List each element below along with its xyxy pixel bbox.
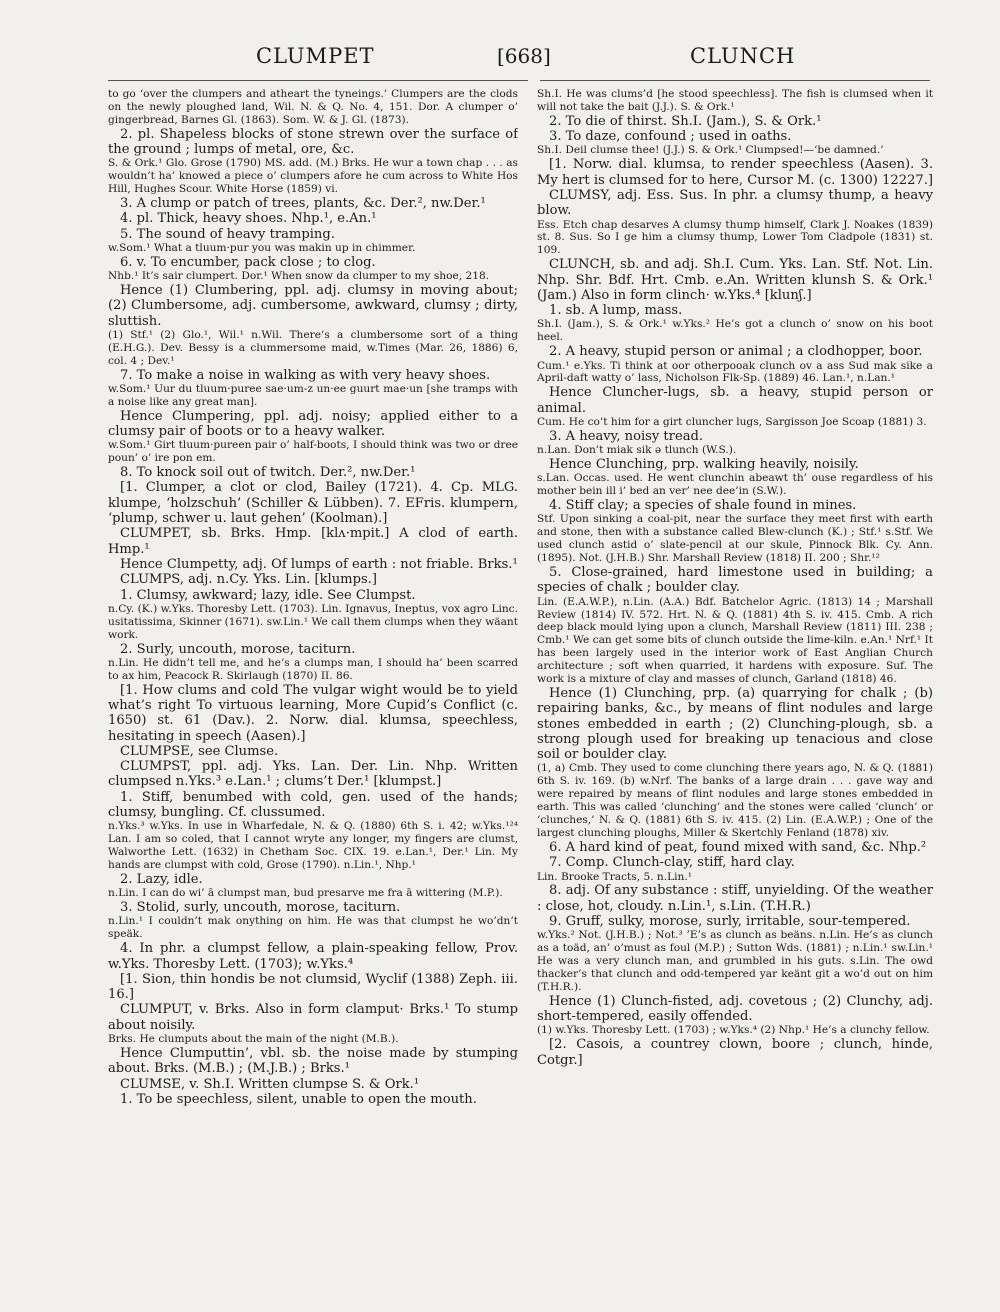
dictionary-paragraph: 3. Stolid, surly, uncouth, morose, taciturn.: [120, 900, 401, 916]
dictionary-paragraph: 8. adj. Of any substance : stiff, unyielding. Of the weather : close, hot, cloudy. n.Lin.¹, s.Lin. (T.H.R.): [537, 883, 933, 914]
dictionary-paragraph: 2. A heavy, stupid person or animal ; a clodhopper, boor.: [549, 344, 923, 360]
dictionary-paragraph: (1) Stf.¹ (2) Glo.¹, Wil.¹ n.Wil. There’s a clumbersome sort of a thing (E.H.G.). Dev. Bessy is a clummersome maid, w.Times (Mar. 26, 1886) 6, col. 4 ; Dev.¹: [108, 328, 518, 367]
header-rule-right: [540, 80, 930, 81]
dictionary-paragraph: Cum.¹ e.Yks. Ti think at oor otherpooak clunch ov a ass Sud mak sike a April-daft watty o’ lass, Nicholson Flk-Sp. (1889) 46. Lan.¹, n.Lan.¹: [537, 359, 933, 385]
dictionary-paragraph: Lin. Brooke Tracts, 5. n.Lin.¹: [537, 870, 692, 883]
dictionary-paragraph: w.Yks.² Not. (J.H.B.) ; Not.³ ’E’s as clunch as beäns. n.Lin. He’s as clunch as a toäd, an’ o’must as foul (M.P.) ; Sutton Wds. (1881) ; n.Lin.¹ sw.Lin.¹ He was a very clunch man, and grumbled in his guts. s.Lin. The owd thacker’s that clunch and odd-tempered yar keänt git a wo’d out on him (T.H.R.).: [537, 929, 933, 993]
dictionary-paragraph: Hence Clumpering, ppl. adj. noisy; applied either to a clumsy pair of boots or to a heavy walker.: [108, 408, 518, 440]
dictionary-paragraph: n.Lin.¹ I couldn’t mak onything on him. He was that clumpst he wo’dn’t speäk.: [108, 915, 518, 941]
dictionary-paragraph: 1. To be speechless, silent, unable to open the mouth.: [120, 1091, 477, 1107]
dictionary-paragraph: [2. Casois, a countrey clown, boore ; clunch, hinde, Cotgr.]: [537, 1037, 933, 1068]
dictionary-paragraph: w.Som.¹ Girt tluum·pureen pair o’ half-boots, I should think was two or dree poun’ o’ ire pon em.: [108, 439, 518, 465]
dictionary-paragraph: CLUMPS, adj. n.Cy. Yks. Lin. [klumps.]: [120, 572, 377, 588]
dictionary-paragraph: 8. To knock soil out of twitch. Der.², nw.Der.¹: [120, 465, 416, 481]
dictionary-paragraph: Brks. He clumputs about the main of the night (M.B.).: [108, 1033, 399, 1046]
dictionary-paragraph: Lin. (E.A.W.P.), n.Lin. (A.A.) Bdf. Batchelor Agric. (1813) 14 ; Marshall Review (1814) IV. 572. Hrt. N. & Q. (1881) 4th S. iv. 415. Cmb. A rich deep black mould lying upon a clunch, Marshall Review (1811) III. 238 ; Cmb.¹ We can get some bits of clunch outside the lime-kiln. e.An.¹ Nrf.¹ It has been largely used in the interior work of East Anglian Church architecture ; soft when quarried, it hardens with exposure. Suf. The work is a mixture of clay and masses of clunch, Garland (1818) 46.: [537, 595, 933, 686]
dictionary-paragraph: Ess. Etch chap desarves A clumsy thump himself, Clark J. Noakes (1839) st. 8. Sus. So I ge him a clumsy thump, Lower Tom Cladpole (1831) st. 109.: [537, 218, 933, 257]
right-column: [537, 88, 933, 1238]
dictionary-paragraph: Hence Clumpetty, adj. Of lumps of earth : not friable. Brks.¹: [120, 556, 518, 572]
dictionary-paragraph: Hence (1) Clunch-fisted, adj. covetous ; (2) Clunchy, adj. short-tempered, easily offended.: [537, 993, 933, 1025]
left-running-headword: CLUMPET: [256, 44, 375, 68]
dictionary-paragraph: 6. A hard kind of peat, found mixed with sand, &c. Nhp.²: [549, 839, 927, 855]
dictionary-paragraph: Hence Clunching, prp. walking heavily, noisily.: [549, 457, 859, 473]
dictionary-paragraph: S. & Ork.¹ Glo. Grose (1790) MS. add. (M.) Brks. He wur a town chap . . . as wouldn’t ha’ knowed a piece o’ clumpers afore he cum across to White Hos Hill, Hughes Scour. White Horse (1859) vi.: [108, 157, 518, 196]
dictionary-paragraph: n.Lin. He didn’t tell me, and he’s a clumps man, I should ha’ been scarred to ax him, Peacock R. Skirlaugh (1870) II. 86.: [108, 656, 518, 682]
dictionary-paragraph: Hence (1) Clunching, prp. (a) quarrying for chalk ; (b) repairing banks, &c., by means of flint nodules and large stones embedded in earth ; (2) Clunching-plough, sb. a strong plough used for breaking up tenacious and close soil or boulder clay.: [537, 686, 933, 763]
dictionary-paragraph: CLUNCH, sb. and adj. Sh.I. Cum. Yks. Lan. Stf. Not. Lin. Nhp. Shr. Bdf. Hrt. Cmb. e.An. Written klunsh S. & Ork.¹ (Jam.) Also in form clinch· w.Yks.⁴ [klunʃ.]: [537, 257, 933, 303]
dictionary-paragraph: 7. Comp. Clunch-clay, stiff, hard clay.: [549, 855, 795, 871]
dictionary-paragraph: CLUMPUT, v. Brks. Also in form clamput· Brks.¹ To stump about noisily.: [108, 1002, 518, 1033]
dictionary-paragraph: 5. Close-grained, hard limestone used in building; a species of chalk ; boulder clay.: [537, 565, 933, 596]
dictionary-paragraph: 1. sb. A lump, mass.: [549, 303, 683, 319]
dictionary-paragraph: n.Lan. Don’t miak sik ə tlunch (W.S.).: [537, 444, 737, 457]
dictionary-paragraph: 4. pl. Thick, heavy shoes. Nhp.¹, e.An.¹: [120, 211, 377, 227]
dictionary-paragraph: Cum. He co’t him for a girt cluncher lugs, Sargisson Joe Scoap (1881) 3.: [537, 415, 927, 428]
dictionary-paragraph: Nhb.¹ It’s sair clumpert. Dor.¹ When snow da clumper to my shoe, 218.: [108, 270, 490, 283]
dictionary-paragraph: w.Som.¹ Uur du tluum·puree sae·um-z un·ee guurt mae·un [she tramps with a noise like any great man].: [108, 382, 518, 408]
dictionary-paragraph: 7. To make a noise in walking as with very heavy shoes.: [120, 367, 491, 383]
dictionary-paragraph: s.Lan. Occas. used. He went clunchin abeawt th’ ouse regardless of his mother bein ill i’ bed an ver’ nee dee’in (S.W.).: [537, 472, 933, 498]
dictionary-paragraph: (1, a) Cmb. They used to come clunching there years ago, N. & Q. (1881) 6th S. iv. 169. (b) w.Nrf. The banks of a large drain . . . gave way and were repaired by means of flint nodules and large stones embedded in earth. This was called ‘clunching’ and the stones were called ‘clunch’ or ‘clunches,’ N. & Q. (1881) 6th S. iv. 415. (2) Lin. (E.A.W.P.) ; One of the largest clunching ploughs, Miller & Skertchly Fenland (1878) xiv.: [537, 762, 933, 840]
dictionary-paragraph: [1. Sion, thin hondis be not clumsid, Wyclif (1388) Zeph. iii. 16.]: [108, 971, 518, 1003]
dictionary-paragraph: 1. Stiff, benumbed with cold, gen. used of the hands; clumsy, bungling. Cf. clussumed.: [108, 789, 518, 821]
dictionary-paragraph: 1. Clumsy, awkward; lazy, idle. See Clumpst.: [120, 587, 416, 603]
dictionary-paragraph: 2. To die of thirst. Sh.I. (Jam.), S. & Ork.¹: [549, 113, 822, 129]
dictionary-paragraph: (1) w.Yks. Thoresby Lett. (1703) ; w.Yks.⁴ (2) Nhp.¹ He’s a clunchy fellow.: [537, 1024, 930, 1037]
dictionary-paragraph: Hence Cluncher-lugs, sb. a heavy, stupid person or animal.: [537, 385, 933, 416]
dictionary-paragraph: [1. How clums and cold The vulgar wight would be to yield what’s right To virtuous learning, More Cupid’s Conflict (c. 1650) st. 61 (Dav.). 2. Norw. dial. klumsa, speechless, hesitating in speech (Aasen).]: [108, 682, 518, 744]
dictionary-paragraph: 6. v. To encumber, pack close ; to clog.: [120, 254, 376, 270]
dictionary-paragraph: 3. A clump or patch of trees, plants, &c. Der.², nw.Der.¹: [120, 196, 486, 212]
dictionary-paragraph: Stf. Upon sinking a coal-pit, near the surface they meet first with earth and stone, then with a substance called Blew-clunch (K.) ; Stf.¹ s.Stf. We used clunch astid o’ slate-pencil at our skule, Pinnock Blk. Cy. Ann. (1895). Not. (J.H.B.) Shr. Marshall Review (1818) II. 200 ; Shr.¹²: [537, 513, 933, 565]
dictionary-paragraph: 2. Surly, uncouth, morose, taciturn.: [120, 641, 356, 657]
dictionary-paragraph: n.Yks.³ w.Yks. In use in Wharfedale, N. & Q. (1880) 6th S. i. 42; w.Yks.¹²⁴ Lan. I am so coled, that I cannot wryte any longer, my fingers are clumst, Walworthe Lett. (1632) in Chetham Soc. CIX. 19. e.Lan.¹, Der.¹ Lin. My hands are clumpst with cold, Grose (1790). n.Lin.¹, Nhp.¹: [108, 820, 518, 872]
dictionary-paragraph: n.Lin. I can do wi’ ā clumpst man, bud presarve me fra ā wittering (M.P.).: [108, 887, 503, 900]
dictionary-paragraph: CLUMPET, sb. Brks. Hmp. [klʌ·mpit.] A clod of earth. Hmp.¹: [108, 526, 518, 557]
dictionary-paragraph: 5. The sound of heavy tramping.: [120, 226, 335, 242]
dictionary-paragraph: Sh.I. Deil clumse thee! (J.J.) S. & Ork.¹ Clumpsed!—‘be damned.’: [537, 144, 884, 157]
left-column: [108, 88, 518, 1238]
dictionary-paragraph: 3. A heavy, noisy tread.: [549, 428, 704, 444]
dictionary-paragraph: CLUMPST, ppl. adj. Yks. Lan. Der. Lin. Nhp. Written clumpsed n.Yks.³ e.Lan.¹ ; clums’t Der.¹ [klumpst.]: [108, 759, 518, 790]
dictionary-paragraph: 2. Lazy, idle.: [120, 871, 203, 887]
dictionary-paragraph: n.Cy. (K.) w.Yks. Thoresby Lett. (1703). Lin. Ignavus, Ineptus, vox agro Linc. usitatissima, Skinner (1671). sw.Lin.¹ We call them clumps when they wäant work.: [108, 602, 518, 641]
dictionary-paragraph: w.Som.¹ What a tluum·pur you was makin up in chimmer.: [108, 241, 416, 254]
dictionary-paragraph: to go ‘over the clumpers and atheart the tyneings.’ Clumpers are the clods on the newly ploughed land, Wil. N. & Q. No. 4, 151. Dor. A clumper o’ gingerbread, Barnes Gl. (1863). Som. W. & J. Gl. (1873).: [108, 88, 518, 126]
dictionary-paragraph: CLUMSE, v. Sh.I. Written clumpse S. & Ork.¹: [120, 1076, 420, 1092]
right-running-headword: CLUNCH: [690, 44, 796, 68]
dictionary-paragraph: [1. Norw. dial. klumsa, to render speechless (Aasen). 3. My hert is clumsed for to here, Cursor M. (c. 1300) 12227.]: [537, 157, 933, 188]
dictionary-paragraph: [1. Clumper, a clot or clod, Bailey (1721). 4. Cp. MLG. klumpe, ‘holzschuh’ (Schiller & Lübben). 7. EFris. klumpern, ‘plump, schwer u. laut gehen’ (Koolman).]: [108, 480, 518, 527]
dictionary-paragraph: 4. Stiff clay; a species of shale found in mines.: [549, 498, 857, 514]
dictionary-paragraph: Sh.I. (Jam.), S. & Ork.¹ w.Yks.² He’s got a clunch o’ snow on his boot heel.: [537, 318, 933, 344]
dictionary-paragraph: Hence (1) Clumbering, ppl. adj. clumsy in moving about; (2) Clumbersome, adj. cumbersome, awkward, clumsy ; dirty, sluttish.: [108, 283, 518, 329]
dictionary-paragraph: 3. To daze, confound ; used in oaths.: [549, 129, 792, 145]
dictionary-paragraph: 2. pl. Shapeless blocks of stone strewn over the surface of the ground ; lumps of metal, ore, &c.: [108, 126, 518, 158]
page-header: [0, 44, 1000, 76]
dictionary-paragraph: Sh.I. He was clums’d [he stood speechless]. The fish is clumsed when it will not take the bait (J.J.). S. & Ork.¹: [537, 88, 933, 113]
dictionary-paragraph: CLUMSY, adj. Ess. Sus. In phr. a clumsy thump, a heavy blow.: [537, 187, 933, 219]
dictionary-paragraph: CLUMPSE, see Clumse.: [120, 743, 279, 759]
header-rule-left: [108, 80, 528, 81]
page-number: [668]: [497, 44, 551, 68]
dictionary-paragraph: 9. Gruff, sulky, morose, surly, irritable, sour-tempered.: [549, 914, 911, 930]
dictionary-paragraph: 4. In phr. a clumpst fellow, a plain-speaking fellow, Prov. w.Yks. Thoresby Lett. (1703); w.Yks.⁴: [108, 941, 518, 972]
dictionary-paragraph: Hence Clumputtin’, vbl. sb. the noise made by stumping about. Brks. (M.B.) ; (M.J.B.) ; Brks.¹: [108, 1045, 518, 1077]
